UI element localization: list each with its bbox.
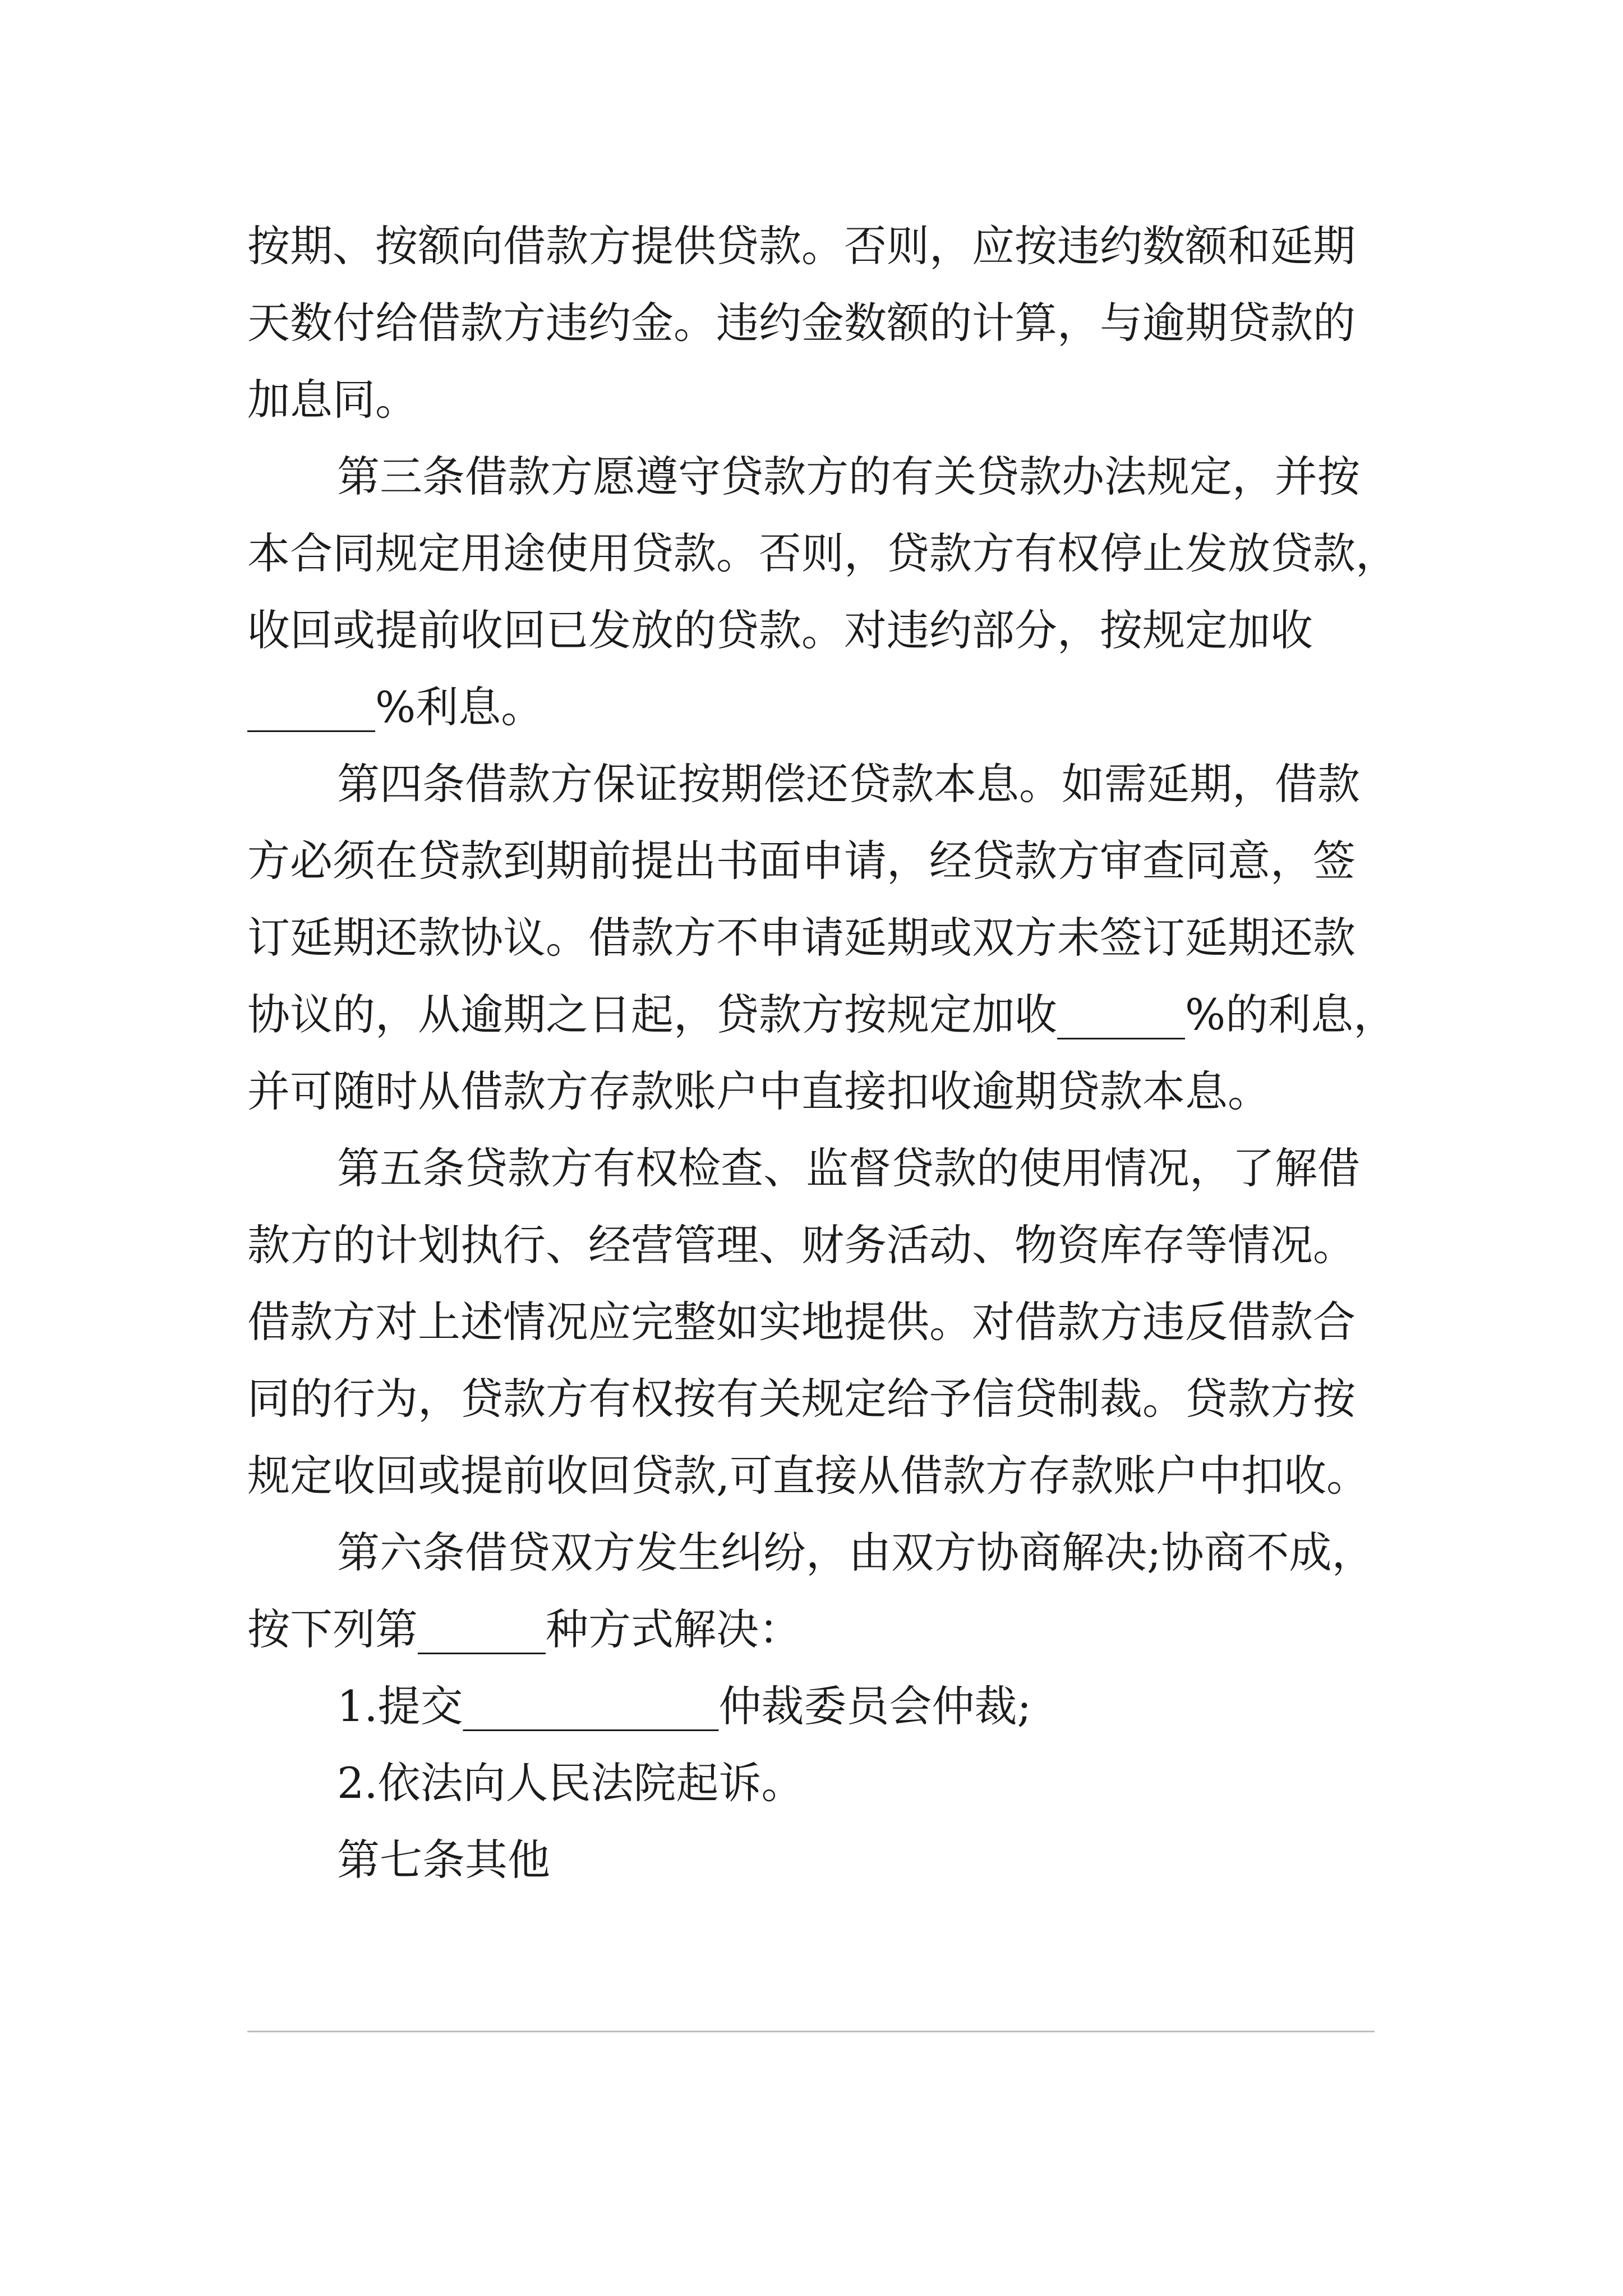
text-line: 并可随时从借款方存款账户中直接扣收逾期贷款本息。 <box>247 1066 1270 1116</box>
clause-7-heading: 第七条其他 <box>337 1835 550 1885</box>
list-item-1: 1.提交____________仲裁委员会仲裁; <box>337 1681 1032 1731</box>
text-line: 规定收回或提前收回贷款,可直接从借款方存款账户中扣收。 <box>247 1451 1370 1501</box>
text-line: 加息同。 <box>247 375 418 425</box>
list-item-2: 2.依法向人民法院起诉。 <box>337 1758 804 1808</box>
clause-4-start: 第四条借款方保证按期偿还贷款本息。如需延期，借款 <box>337 759 1360 809</box>
text-line: 收回或提前收回已发放的贷款。对违约部分，按规定加收 <box>247 605 1313 655</box>
text-line: 协议的，从逾期之日起，贷款方按规定加收______%的利息， <box>247 990 1396 1039</box>
text-line: 订延期还款协议。借款方不申请延期或双方未签订延期还款 <box>247 913 1355 963</box>
text-line: ______%利息。 <box>247 682 544 732</box>
text-line: 同的行为，贷款方有权按有关规定给予信贷制裁。贷款方按 <box>247 1374 1355 1424</box>
clause-3-start: 第三条借款方愿遵守贷款方的有关贷款办法规定，并按 <box>337 452 1360 501</box>
clause-6-start: 第六条借贷双方发生纠纷，由双方协商解决;协商不成， <box>337 1527 1375 1577</box>
text-line: 款方的计划执行、经营管理、财务活动、物资库存等情况。 <box>247 1220 1355 1270</box>
text-line: 借款方对上述情况应完整如实地提供。对借款方违反借款合 <box>247 1297 1355 1347</box>
text-line: 天数付给借款方违约金。违约金数额的计算，与逾期贷款的 <box>247 298 1355 348</box>
text-line: 方必须在贷款到期前提出书面申请，经贷款方审查同意，签 <box>247 836 1355 886</box>
text-line: 本合同规定用途使用贷款。否则，贷款方有权停止发放贷款， <box>247 528 1398 578</box>
clause-5-start: 第五条贷款方有权检查、监督贷款的使用情况，了解借 <box>337 1143 1360 1193</box>
document-body <box>247 208 1398 1898</box>
text-line: 按期、按额向借款方提供贷款。否则，应按违约数额和延期 <box>247 221 1355 271</box>
footer-divider <box>247 2031 1375 2032</box>
text-line: 按下列第______种方式解决： <box>247 1604 801 1654</box>
